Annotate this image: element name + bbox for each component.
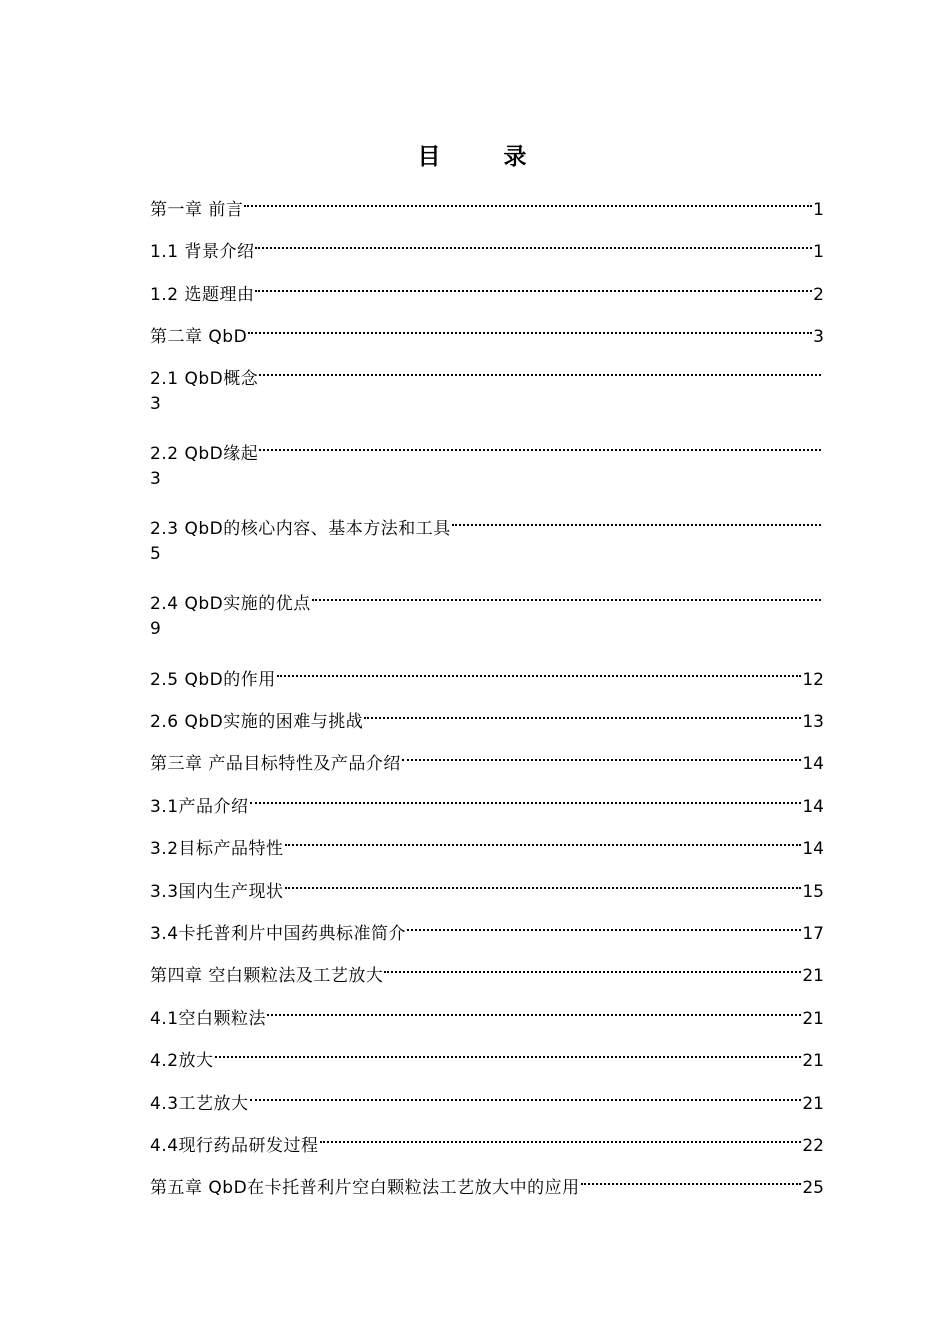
toc-entry-page: 5 xyxy=(150,544,161,564)
toc-entry-label: 4.4现行药品研发过程 xyxy=(150,1136,319,1156)
toc-entry-ch4[interactable] xyxy=(150,955,824,986)
toc-entry-page: 17 xyxy=(802,924,824,944)
toc-entry-3-3[interactable] xyxy=(150,871,824,902)
toc-entry-3-4[interactable] xyxy=(150,913,824,944)
dot-leader xyxy=(320,1125,802,1151)
toc-entry-2-1[interactable] xyxy=(150,358,822,389)
toc-entry-label: 第五章 QbD在卡托普利片空白颗粒法工艺放大中的应用 xyxy=(150,1178,580,1198)
dot-leader xyxy=(364,701,801,727)
dot-leader xyxy=(402,743,801,769)
toc-entry-label: 2.5 QbD的作用 xyxy=(150,670,276,690)
toc-entry-label: 2.2 QbD缘起 xyxy=(150,444,259,464)
toc-entry-page: 12 xyxy=(802,670,824,690)
toc-entry-page: 3 xyxy=(813,327,824,347)
toc-entry-page: 13 xyxy=(802,712,824,732)
toc-entry-ch3[interactable] xyxy=(150,743,824,774)
toc-entry-page: 1 xyxy=(813,242,824,262)
toc-entry-label: 2.1 QbD概念 xyxy=(150,369,259,389)
toc-entry-page: 21 xyxy=(802,1009,824,1029)
toc-entry-page: 21 xyxy=(802,966,824,986)
toc-entry-4-2[interactable] xyxy=(150,1040,824,1071)
toc-entry-page: 22 xyxy=(802,1136,824,1156)
toc-entry-2-2[interactable] xyxy=(150,433,822,464)
toc-entry-page: 3 xyxy=(150,394,161,414)
toc-entry-2-4[interactable] xyxy=(150,583,822,614)
dot-leader xyxy=(248,316,812,342)
toc-entry-3-1[interactable] xyxy=(150,786,824,817)
toc-entry-page: 9 xyxy=(150,619,161,639)
toc-entry-label: 2.4 QbD实施的优点 xyxy=(150,594,311,614)
toc-entry-page: 14 xyxy=(802,839,824,859)
toc-entry-label: 第四章 空白颗粒法及工艺放大 xyxy=(150,966,384,986)
dot-leader xyxy=(581,1167,802,1193)
toc-entry-page: 25 xyxy=(802,1178,824,1198)
toc-entry-4-3[interactable] xyxy=(150,1083,824,1114)
toc-entry-label: 第二章 QbD xyxy=(150,327,248,347)
toc-entry-2-6[interactable] xyxy=(150,701,824,732)
toc-entry-1-2[interactable] xyxy=(150,274,824,305)
toc-entry-label: 4.3工艺放大 xyxy=(150,1094,249,1114)
toc-entry-label: 1.2 选题理由 xyxy=(150,285,255,305)
toc-entry-page: 2 xyxy=(813,285,824,305)
toc-entry-label: 3.3国内生产现状 xyxy=(150,882,284,902)
dot-leader xyxy=(267,998,801,1024)
toc-entry-label: 4.1空白颗粒法 xyxy=(150,1009,267,1029)
toc-entry-label: 2.3 QbD的核心内容、基本方法和工具 xyxy=(150,519,451,539)
toc-entry-page: 15 xyxy=(802,882,824,902)
toc-entry-2-5[interactable] xyxy=(150,659,824,690)
toc-entry-page: 1 xyxy=(813,200,824,220)
toc-entry-4-1[interactable] xyxy=(150,998,824,1029)
toc-entry-ch5[interactable] xyxy=(150,1167,824,1198)
dot-leader xyxy=(384,955,801,981)
toc-entry-label: 3.2目标产品特性 xyxy=(150,839,284,859)
toc-entry-page: 21 xyxy=(802,1051,824,1071)
dot-leader xyxy=(285,828,802,854)
dot-leader xyxy=(255,231,812,257)
dot-leader xyxy=(215,1040,802,1066)
toc-entry-page: 21 xyxy=(802,1094,824,1114)
toc-entry-4-4[interactable] xyxy=(150,1125,824,1156)
toc-entry-label: 2.6 QbD实施的困难与挑战 xyxy=(150,712,364,732)
dot-leader xyxy=(255,274,812,300)
toc-entry-label: 第三章 产品目标特性及产品介绍 xyxy=(150,754,401,774)
dot-leader xyxy=(259,358,821,384)
dot-leader xyxy=(312,583,821,609)
toc-entry-label: 3.4卡托普利片中国药典标准简介 xyxy=(150,924,407,944)
dot-leader xyxy=(277,659,802,685)
toc-entry-label: 4.2放大 xyxy=(150,1051,214,1071)
toc-entry-2-3[interactable] xyxy=(150,508,822,539)
toc-entry-label: 第一章 前言 xyxy=(150,200,244,220)
toc-entry-page: 3 xyxy=(150,469,161,489)
toc-entry-page: 14 xyxy=(802,754,824,774)
dot-leader xyxy=(250,786,802,812)
toc-entry-label: 1.1 背景介绍 xyxy=(150,242,255,262)
dot-leader xyxy=(244,189,812,215)
toc-entry-ch2[interactable] xyxy=(150,316,824,347)
toc-entry-1-1[interactable] xyxy=(150,231,824,262)
toc-entry-ch1[interactable] xyxy=(150,189,824,220)
dot-leader xyxy=(452,508,821,534)
toc-title: 目 录 xyxy=(417,144,547,170)
toc-entry-3-2[interactable] xyxy=(150,828,824,859)
toc-entry-page: 14 xyxy=(802,797,824,817)
dot-leader xyxy=(285,871,802,897)
dot-leader xyxy=(259,433,821,459)
dot-leader xyxy=(250,1083,802,1109)
toc-entry-label: 3.1产品介绍 xyxy=(150,797,249,817)
dot-leader xyxy=(407,913,801,939)
